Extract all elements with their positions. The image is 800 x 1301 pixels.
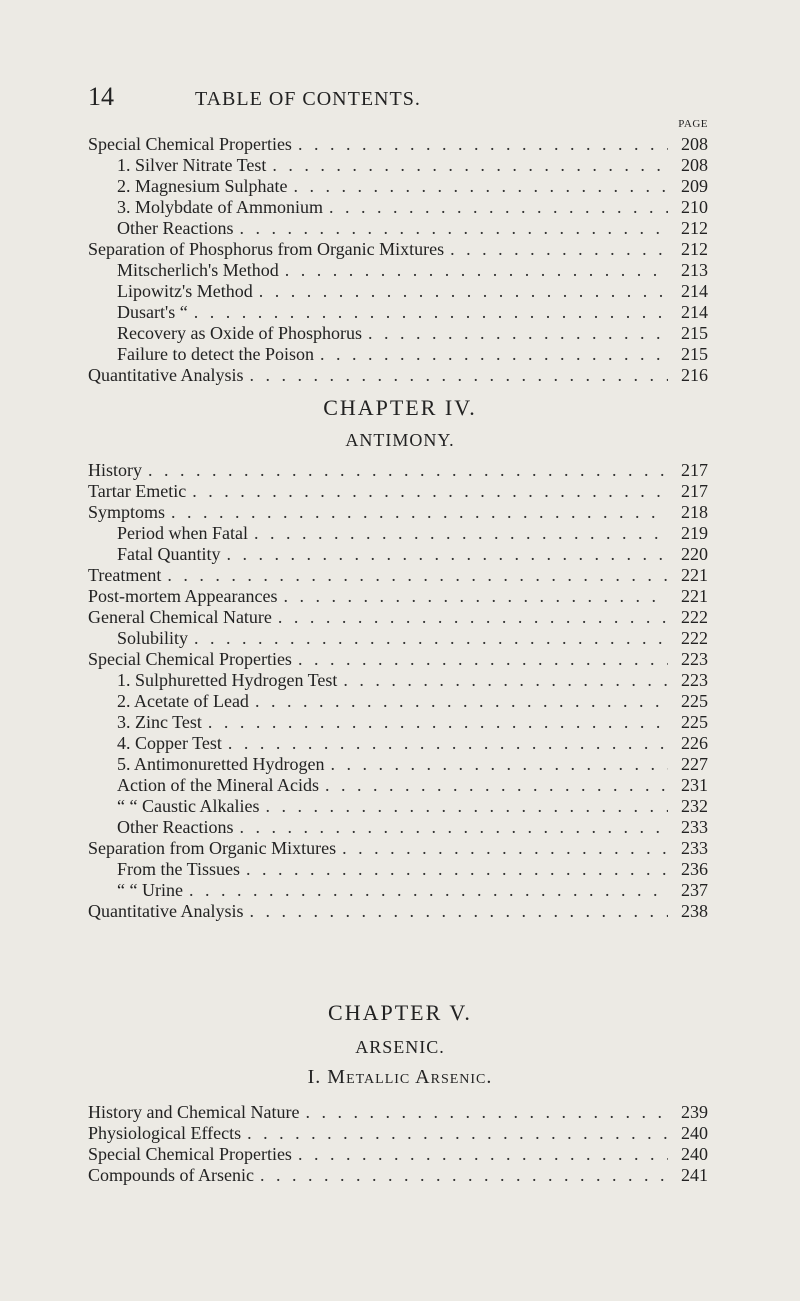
toc-entry-title: “ “ Urine [117, 880, 183, 900]
subsection-title: Metallic Arsenic. [327, 1066, 493, 1088]
toc-entry-page: 238 [681, 901, 708, 921]
toc-entry [88, 544, 708, 565]
toc-entry [88, 239, 708, 260]
toc-entry [88, 523, 708, 544]
dot-leader [192, 481, 668, 502]
toc-entry-title: Physiological Effects [88, 1123, 242, 1143]
chapter-heading-iv: CHAPTER IV. [323, 395, 477, 420]
toc-entry-page: 241 [681, 1165, 708, 1185]
dot-leader [329, 197, 668, 218]
dot-leader [298, 649, 668, 670]
toc-entry-title: Separation of Phosphorus from Organic Mixtures [88, 239, 445, 259]
running-title: TABLE OF CONTENTS. [195, 88, 421, 110]
dot-leader [247, 1123, 668, 1144]
toc-entry [88, 1102, 708, 1123]
dot-leader [298, 1144, 668, 1165]
dot-leader [293, 176, 668, 197]
toc-entry-page: 210 [681, 197, 708, 217]
toc-entry-page: 221 [681, 565, 708, 585]
toc-entry-page: 217 [681, 460, 708, 480]
toc-entry-page: 218 [681, 502, 708, 522]
toc-entry [88, 197, 708, 218]
toc-entry-title: History and Chemical Nature [88, 1102, 300, 1122]
subsection-heading [0, 1066, 800, 1089]
toc-entry [88, 754, 708, 775]
toc-entry-title: Special Chemical Properties [88, 1144, 292, 1164]
toc-entry-title: 1. Sulphuretted Hydrogen Test [117, 670, 338, 690]
dot-leader [171, 502, 668, 523]
toc-entry-title: Tartar Emetic [88, 481, 187, 501]
chapter-subject-arsenic: ARSENIC. [355, 1037, 445, 1057]
toc-entry-page: 239 [681, 1102, 708, 1122]
toc-entry-title: Quantitative Analysis [88, 901, 244, 921]
page-header [0, 82, 800, 122]
toc-entry-title: 3. Molybdate of Ammonium [117, 197, 323, 217]
toc-entry [88, 1144, 708, 1165]
toc-entry-page: 222 [681, 607, 708, 627]
toc-entry [88, 365, 708, 386]
toc-entry-title: Lipowitz's Method [117, 281, 253, 301]
toc-entry [88, 134, 708, 155]
toc-entry-page: 219 [681, 523, 708, 543]
toc-entry-page: 233 [681, 838, 708, 858]
toc-entry-page: 221 [681, 586, 708, 606]
dot-leader [167, 565, 668, 586]
dot-leader [246, 859, 668, 880]
toc-entry [88, 302, 708, 323]
dot-leader [272, 155, 668, 176]
toc-entry [88, 1123, 708, 1144]
toc-entry-title: Period when Fatal [117, 523, 248, 543]
toc-entry-page: 225 [681, 712, 708, 732]
toc-entry-page: 216 [681, 365, 708, 385]
toc-entry-page: 212 [681, 218, 708, 238]
toc-entry-title: Quantitative Analysis [88, 365, 244, 385]
dot-leader [249, 901, 668, 922]
toc-entry [88, 281, 708, 302]
toc-entry [88, 502, 708, 523]
toc-entry [88, 1165, 708, 1186]
toc-entry-title: Separation from Organic Mixtures [88, 838, 337, 858]
dot-leader [239, 817, 668, 838]
toc-entry-page: 208 [681, 155, 708, 175]
toc-entry-page: 217 [681, 481, 708, 501]
dot-leader [208, 712, 668, 733]
toc-entry [88, 712, 708, 733]
toc-entry [88, 607, 708, 628]
toc-entry-title: Other Reactions [117, 218, 234, 238]
toc-entry-page: 240 [681, 1144, 708, 1164]
toc-entry-page: 212 [681, 239, 708, 259]
toc-section-arsenic [88, 1102, 708, 1186]
toc-entry-title: Solubility [117, 628, 189, 648]
toc-entry [88, 218, 708, 239]
dot-leader [194, 302, 668, 323]
toc-entry [88, 733, 708, 754]
toc-entry [88, 691, 708, 712]
toc-entry [88, 481, 708, 502]
dot-leader [189, 880, 668, 901]
toc-entry-title: History [88, 460, 142, 480]
toc-entry-page: 213 [681, 260, 708, 280]
toc-entry-title: From the Tissues [117, 859, 241, 879]
dot-leader [342, 838, 668, 859]
toc-entry-page: 223 [681, 670, 708, 690]
toc-entry-title: Fatal Quantity [117, 544, 221, 564]
toc-entry-title: 2. Acetate of Lead [117, 691, 249, 711]
dot-leader [330, 754, 668, 775]
dot-leader [148, 460, 668, 481]
toc-entry [88, 565, 708, 586]
dot-leader [260, 1165, 668, 1186]
toc-entry-title: Action of the Mineral Acids [117, 775, 319, 795]
dot-leader [239, 218, 668, 239]
dot-leader [228, 733, 668, 754]
page-number: 14 [88, 82, 114, 111]
toc-entry [88, 817, 708, 838]
toc-entry [88, 344, 708, 365]
subsection-number: I. [307, 1066, 322, 1088]
toc-entry-page: 237 [681, 880, 708, 900]
toc-entry-title: 4. Copper Test [117, 733, 222, 753]
dot-leader [283, 586, 668, 607]
toc-entry-title: Special Chemical Properties [88, 134, 292, 154]
toc-entry-title: 2. Magnesium Sulphate [117, 176, 288, 196]
toc-entry [88, 796, 708, 817]
toc-entry-page: 220 [681, 544, 708, 564]
toc-entry-page: 208 [681, 134, 708, 154]
dot-leader [368, 323, 668, 344]
dot-leader [265, 796, 668, 817]
toc-entry-title: Treatment [88, 565, 162, 585]
toc-entry [88, 670, 708, 691]
toc-entry [88, 460, 708, 481]
dot-leader [259, 281, 668, 302]
toc-section-antimony [88, 460, 708, 922]
toc-entry [88, 586, 708, 607]
toc-entry-page: 222 [681, 628, 708, 648]
dot-leader [305, 1102, 668, 1123]
toc-entry-page: 232 [681, 796, 708, 816]
toc-entry-title: 3. Zinc Test [117, 712, 202, 732]
dot-leader [325, 775, 668, 796]
toc-entry-page: 233 [681, 817, 708, 837]
dot-leader [249, 365, 668, 386]
toc-entry [88, 901, 708, 922]
toc-entry-title: General Chemical Nature [88, 607, 272, 627]
toc-entry [88, 323, 708, 344]
toc-entry-page: 209 [681, 176, 708, 196]
toc-entry [88, 775, 708, 796]
toc-entry [88, 155, 708, 176]
dot-leader [226, 544, 668, 565]
toc-entry [88, 880, 708, 901]
toc-entry-title: 1. Silver Nitrate Test [117, 155, 267, 175]
toc-entry-page: 231 [681, 775, 708, 795]
toc-section-phosphorus [88, 134, 708, 386]
toc-entry-page: 226 [681, 733, 708, 753]
toc-entry-page: 240 [681, 1123, 708, 1143]
toc-entry-title: Recovery as Oxide of Phosphorus [117, 323, 362, 343]
toc-entry-title: Compounds of Arsenic [88, 1165, 254, 1185]
dot-leader [298, 134, 668, 155]
toc-entry-page: 215 [681, 344, 708, 364]
dot-leader [255, 691, 668, 712]
chapter-subject-antimony: ANTIMONY. [345, 430, 455, 450]
toc-entry-title: Other Reactions [117, 817, 234, 837]
toc-entry [88, 260, 708, 281]
toc-entry-title: Symptoms [88, 502, 166, 522]
dot-leader [254, 523, 668, 544]
page-column-label: PAGE [678, 118, 708, 130]
toc-entry-page: 215 [681, 323, 708, 343]
dot-leader [343, 670, 668, 691]
toc-entry [88, 859, 708, 880]
toc-entry-page: 225 [681, 691, 708, 711]
dot-leader [194, 628, 668, 649]
toc-entry-title: Mitscherlich's Method [117, 260, 279, 280]
chapter-heading-v: CHAPTER V. [328, 1000, 472, 1025]
toc-entry-page: 236 [681, 859, 708, 879]
toc-entry [88, 176, 708, 197]
toc-entry-title: 5. Antimonuretted Hydrogen [117, 754, 325, 774]
toc-entry [88, 649, 708, 670]
toc-entry-page: 223 [681, 649, 708, 669]
toc-entry-page: 214 [681, 281, 708, 301]
toc-entry-title: Dusart's “ [117, 302, 188, 322]
dot-leader [450, 239, 668, 260]
toc-entry-page: 227 [681, 754, 708, 774]
toc-entry-title: Post-mortem Appearances [88, 586, 278, 606]
toc-entry [88, 628, 708, 649]
toc-entry-title: Failure to detect the Poison [117, 344, 314, 364]
dot-leader [320, 344, 668, 365]
dot-leader [278, 607, 668, 628]
toc-entry-page: 214 [681, 302, 708, 322]
toc-entry [88, 838, 708, 859]
dot-leader [285, 260, 668, 281]
toc-entry-title: “ “ Caustic Alkalies [117, 796, 260, 816]
toc-entry-title: Special Chemical Properties [88, 649, 292, 669]
